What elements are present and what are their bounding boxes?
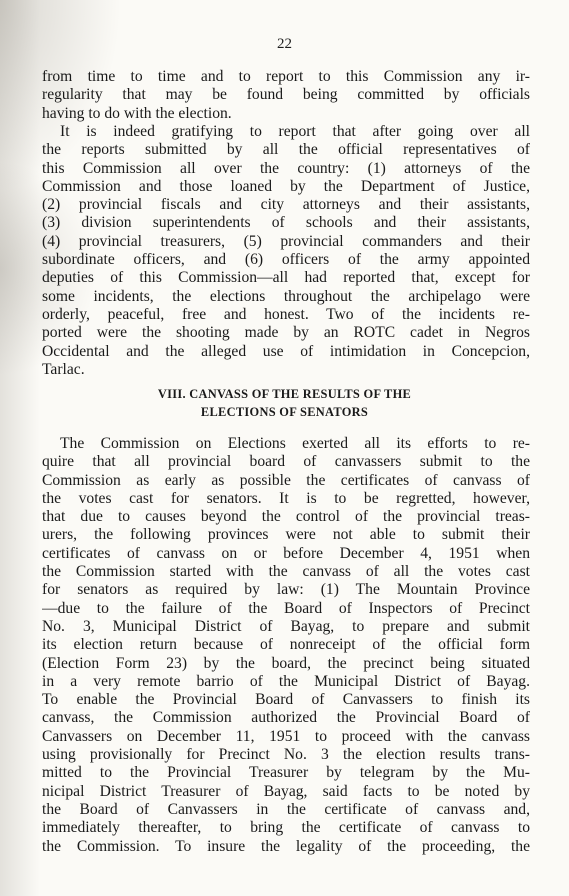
text-line: (2) provincial fiscals and city attorneys and their assistants, xyxy=(42,196,530,214)
text-line: its election return because of nonreceipt of the official form xyxy=(42,636,530,654)
text-line: (Election Form 23) by the board, the precinct being situated xyxy=(42,654,530,672)
text-line: Canvassers on December 11, 1951 to proceed with the canvass xyxy=(42,727,530,745)
text-line: the reports submitted by all the official representatives of xyxy=(42,141,530,159)
text-line: Occidental and the alleged use of intimidation in Concepcion, xyxy=(42,342,530,360)
section-heading-line-2: ELECTIONS OF SENATORS xyxy=(200,405,369,419)
text-line: mitted to the Provincial Treasurer by telegram by the Mu- xyxy=(42,764,530,782)
text-line: ported were the shooting made by an ROTC cadet in Negros xyxy=(42,324,530,342)
text-line: that due to causes beyond the control of the provincial treas- xyxy=(42,508,530,526)
text-line: —due to the failure of the Board of Inspectors of Precinct xyxy=(42,599,530,617)
text-line: (3) division superintendents of schools and their assistants, xyxy=(42,214,530,232)
text-line: regularity that may be found being committed by officials xyxy=(42,86,530,104)
text-line: from time to time and to report to this Commission any ir- xyxy=(42,68,530,85)
binding-shadow xyxy=(0,0,40,896)
text-line: the Commission. To insure the legality of the proceeding, the xyxy=(42,837,530,855)
text-line: deputies of this Commission—all had reported that, except for xyxy=(42,269,530,287)
text-line: the votes cast for senators. It is to be regretted, however, xyxy=(42,489,530,507)
text-line: immediately thereafter, to bring the certificate of canvass to xyxy=(42,819,530,837)
text-line: Commission and those loaned by the Department of Justice, xyxy=(42,177,530,195)
text-line: having to do with the election. xyxy=(42,104,232,122)
paragraph-1 xyxy=(42,68,530,123)
page-number: 22 xyxy=(277,36,292,52)
text-line: for senators as required by law: (1) The Mountain Province xyxy=(42,581,530,599)
text-line: quire that all provincial board of canvassers submit to the xyxy=(42,453,530,471)
paragraph-3 xyxy=(42,435,530,856)
text-line: in a very remote barrio of the Municipal District of Bayag. xyxy=(42,672,530,690)
text-line: (4) provincial treasurers, (5) provincial commanders and their xyxy=(42,232,530,250)
text-line: some incidents, the elections throughout the archipelago were xyxy=(42,287,530,305)
text-line: the Commission started with the canvass of all the votes cast xyxy=(42,563,530,581)
text-line: using provisionally for Precinct No. 3 the election results trans- xyxy=(42,746,530,764)
text-line: To enable the Provincial Board of Canvassers to finish its xyxy=(42,691,530,709)
text-line: subordinate officers, and (6) officers of the army appointed xyxy=(42,251,530,269)
text-line: certificates of canvass on or before December 4, 1951 when xyxy=(42,544,530,562)
text-line: The Commission on Elections exerted all its efforts to re- xyxy=(60,435,530,452)
text-line: urers, the following provinces were not able to submit their xyxy=(42,526,530,544)
text-line: canvass, the Commission authorized the Provincial Board of xyxy=(42,709,530,727)
text-line: Commission as early as possible the certificates of canvass of xyxy=(42,471,530,489)
paragraph-2 xyxy=(42,123,530,379)
text-line: It is indeed gratifying to report that after going over all xyxy=(60,123,530,140)
text-line: the Board of Canvassers in the certificate of canvass and, xyxy=(42,800,530,818)
text-line: Tarlac. xyxy=(42,360,85,378)
section-heading-line-1: VIII. CANVASS OF THE RESULTS OF THE xyxy=(157,387,412,401)
text-line: No. 3, Municipal District of Bayag, to prepare and submit xyxy=(42,617,530,635)
text-line: orderly, peaceful, free and honest. Two of the incidents re- xyxy=(42,305,530,323)
text-line: this Commission all over the country: (1) attorneys of the xyxy=(42,159,530,177)
text-line: nicipal District Treasurer of Bayag, said facts to be noted by xyxy=(42,782,530,800)
